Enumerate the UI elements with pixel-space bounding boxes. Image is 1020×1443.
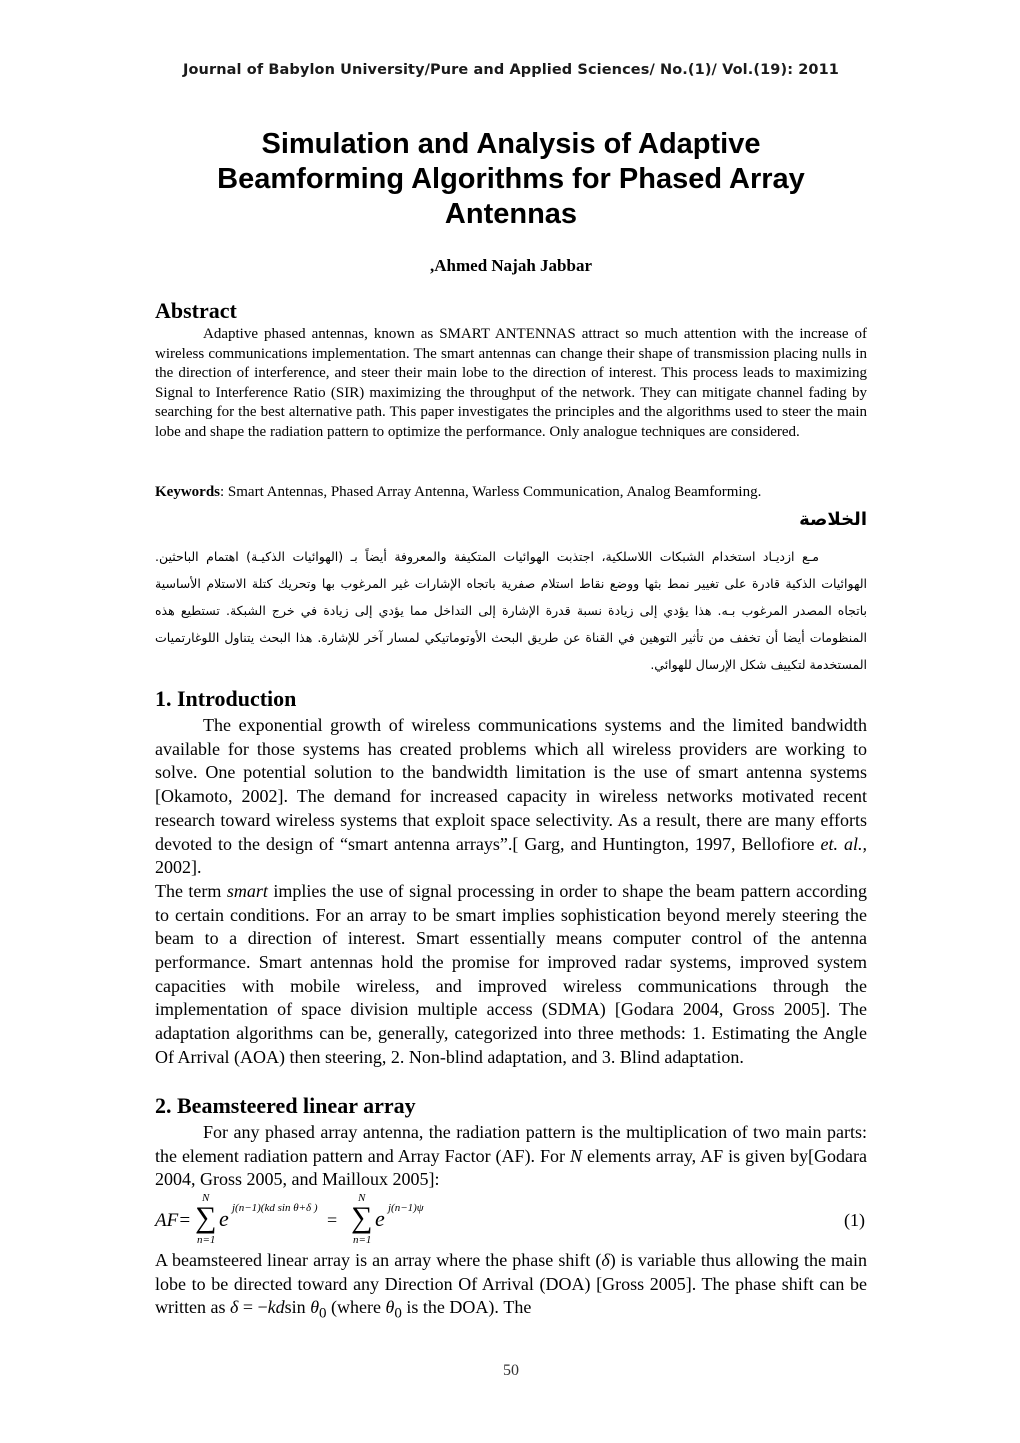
sum-lower-limit: n=1 <box>353 1234 372 1246</box>
sum-upper-limit: N <box>358 1192 366 1204</box>
page-number: 50 <box>503 1362 519 1379</box>
equals-sign: = <box>327 1210 338 1230</box>
section-heading-introduction: 1. Introduction <box>155 686 297 711</box>
paragraph <box>155 880 867 1070</box>
summation-symbol: ∑ <box>351 1201 373 1234</box>
text-run: = − <box>238 1297 268 1318</box>
text-run: implies the use of signal processing in order to shape the beam pattern according to certain conditions. For an array to be smart implies sophistication beyond merely steering the beam to a direction of interest. Smart essentially means computer control of the antenna performance. Smart antennas hold the promise for improved radar systems, improved system capacities with mobile wireless, and improved wireless communications through the implementation of space division multiple access (SDMA) [Godara 2004, Gross 2005]. The adaptation algorithms can be, generally, categorized into three methods: 1. Estimating the Angle Of Arrival (AOA) then steering, 2. Non-blind adaptation, and 3. Blind adaptation. <box>155 880 867 1067</box>
arabic-abstract-text: مـع ازديـاد استخدام الشبكات اللاسلكية، اجتذبت الهوائيات المتكيفة والمعروفة أيضاً بـ (الهوائيات الذكيـة) اهتمام الباحثين. الهوائيات الذكية قادرة على تغيير نمط بثها ووضع نقاط استلام صفرية باتجاه الإشارات غير المرغوب بها وتحريك كتلة الاستلام الأساسية باتجاه المصدر المرغوب بـه. هذا يؤدي إلى زيادة نسبة قدرة الإشارة إلى التداخل مما يؤدي إلى زيادة في خرج الشبكة. تستطيع هذه المنظومات أيضا أن تخفف من تأثير التوهين في القناة عن طريق البحث الأوتوماتيكي لمسار آخر للإشارة. هذا البحث يتناول اللوغارتميات المستخدمة لتكييف شكل الإرسال للهوائي. <box>155 549 867 672</box>
author-name: ,Ahmed Najah Jabbar <box>430 256 592 275</box>
italic-text: et. al., <box>820 833 867 854</box>
abstract-heading: Abstract <box>155 298 237 323</box>
paragraph <box>155 714 867 880</box>
sum-lower-limit: n=1 <box>197 1234 216 1246</box>
summation-symbol: ∑ <box>195 1201 217 1234</box>
text-run: ) is variable thus allowing the main lobe to be directed toward any Direction Of Arrival (DOA) [Gross 2005]. The phase shift can be written as <box>155 1250 868 1318</box>
paper-title <box>155 127 867 232</box>
subscript: 0 <box>319 1306 327 1322</box>
equation-lhs: AF= <box>155 1210 192 1231</box>
text-run: The exponential growth of wireless communications systems and the limited bandwidth available for those systems has created problems which all wireless providers are working to solve. One potential solution to the bandwidth limitation is the use of smart antenna systems [Okamoto, 2002]. The demand for increased capacity in wireless networks motivated recent research toward wireless systems that exploit space selectivity. As a result, there are many efforts devoted to the design of “smart antenna arrays”.[ Garg, and Huntington, 1997, Bellofiore <box>155 715 867 854</box>
title-line: Simulation and Analysis of Adaptive <box>261 128 761 160</box>
math-symbol: θ <box>310 1297 320 1318</box>
section-heading-beamsteered: 2. Beamsteered linear array <box>155 1093 416 1118</box>
section2-body <box>155 1249 867 1327</box>
introduction-body <box>155 714 867 1070</box>
text-run: A beamsteered linear array is an array where the phase shift ( <box>155 1250 602 1270</box>
paragraph <box>155 1249 867 1327</box>
math-symbol: δ <box>601 1250 610 1270</box>
subscript: 0 <box>394 1306 402 1322</box>
text-run: (where <box>326 1297 386 1318</box>
text-run: sin <box>284 1297 311 1318</box>
paragraph <box>155 1121 867 1192</box>
text-run: is the DOA). The <box>401 1297 532 1318</box>
italic-text: N <box>569 1145 582 1166</box>
section2-intro <box>155 1121 867 1192</box>
title-line: Beamforming Algorithms for Phased Array <box>217 163 805 195</box>
text-run: The term <box>155 880 227 901</box>
sum-upper-limit: N <box>202 1192 210 1204</box>
math-symbol: kd <box>267 1297 285 1318</box>
text-run: elements array, AF is given by[Godara 2004, Gross 2005, and Mailloux 2005]: <box>155 1145 867 1190</box>
keywords <box>155 484 867 501</box>
italic-text: smart <box>226 880 268 901</box>
journal-header: Journal of Babylon University/Pure and Applied Sciences/ No.(1)/ Vol.(19): 2011 <box>183 62 839 78</box>
math-symbol: θ <box>385 1297 395 1318</box>
keywords-text: : Smart Antennas, Phased Array Antenna, Warless Communication, Analog Beamforming. <box>220 484 762 500</box>
exponent-2: j(n−1)ψ <box>388 1202 424 1214</box>
exponential-base: e <box>219 1206 229 1231</box>
equation-number: (1) <box>844 1210 865 1230</box>
abstract-text: Adaptive phased antennas, known as SMART ANTENNAS attract so much attention with the increase of wireless communications implementation. The smart antennas can change their shape of transmission placing nulls in the direction of interference, and steer their main lobe to the direction of interest. This process leads to maximizing Signal to Interference Ratio (SIR) maximizing the throughput of the network. They can mitigate channel fading by searching for the best alternative path. This paper investigates the principles and the algorithms used to steer the main lobe and shape the radiation pattern to optimize the performance. Only analogue techniques are considered. <box>155 326 867 440</box>
arabic-abstract-heading: الخلاصة <box>799 509 867 530</box>
equation-1 <box>155 1192 867 1248</box>
title-line: Antennas <box>444 198 578 230</box>
text-run: 2002]. <box>155 857 202 878</box>
math-symbol: δ <box>229 1297 239 1318</box>
keywords-label: Keywords <box>155 484 220 500</box>
exponential-base: e <box>375 1206 385 1231</box>
text-run: For any phased array antenna, the radiation pattern is the multiplication of two main parts: the element radiation pattern and Array Factor (AF). For <box>155 1122 867 1166</box>
exponent-1: j(n−1)(kd sin θ+δ ) <box>232 1202 318 1214</box>
